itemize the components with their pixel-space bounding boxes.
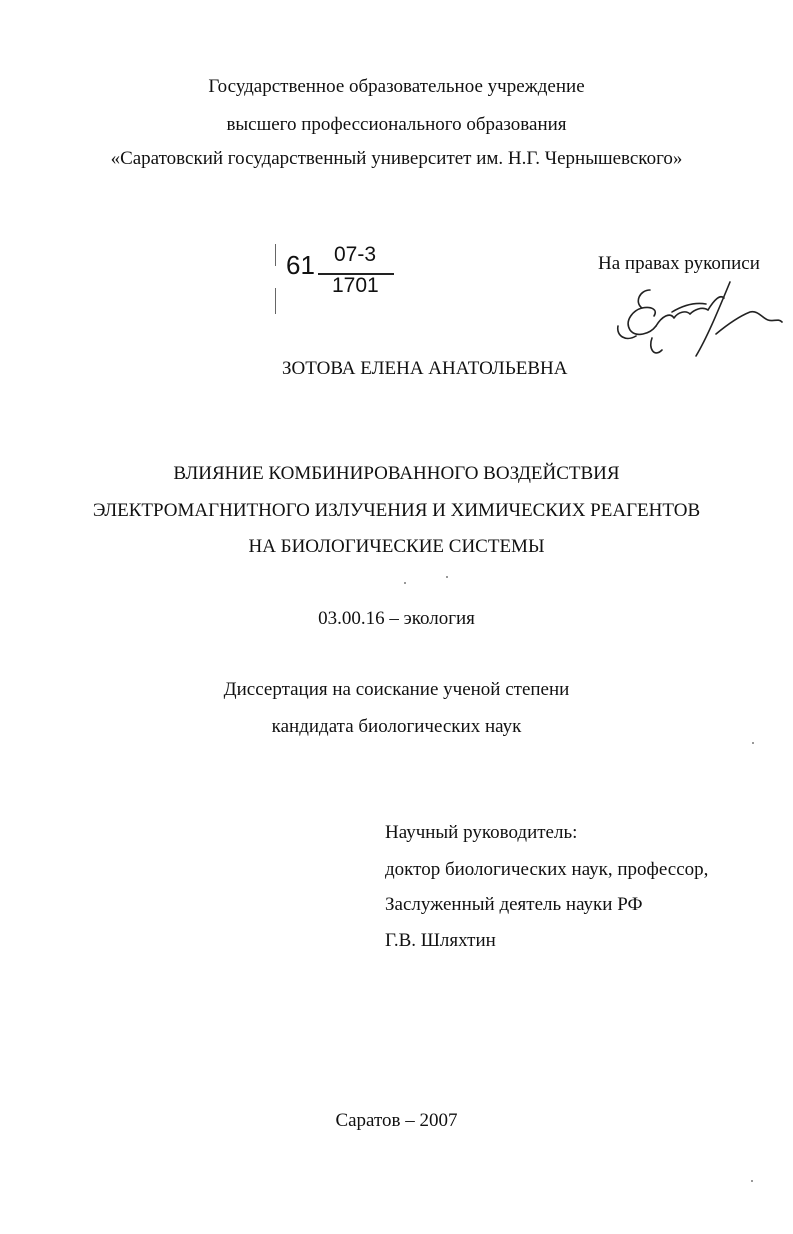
supervisor-honor: Заслуженный деятель науки РФ (385, 894, 643, 915)
stamp-tick-mark (275, 244, 276, 266)
title-line-1: ВЛИЯНИЕ КОМБИНИРОВАННОГО ВОЗДЕЙСТВИЯ (173, 463, 620, 484)
title-line-3: НА БИОЛОГИЧЕСКИЕ СИСТЕМЫ (248, 536, 545, 557)
specialty-code: 03.00.16 – экология (318, 608, 475, 629)
city-year: Саратов – 2007 (335, 1110, 458, 1131)
degree-line-2: кандидата биологических наук (271, 716, 522, 737)
scan-speck (404, 582, 406, 584)
archive-code-stamp (272, 240, 412, 320)
author-name: ЗОТОВА ЕЛЕНА АНАТОЛЬЕВНА (282, 358, 568, 379)
scan-speck (446, 576, 448, 578)
stamp-denominator: 1701 (332, 274, 379, 297)
institution-line-2: высшего профессионального образования (226, 114, 567, 135)
stamp-main-number: 61 (286, 250, 315, 280)
institution-line-1: Государственное образовательное учреждение (208, 76, 585, 97)
title-line-2: ЭЛЕКТРОМАГНИТНОГО ИЗЛУЧЕНИЯ И ХИМИЧЕСКИХ РЕАГЕНТОВ (92, 500, 701, 521)
scan-speck (752, 742, 754, 744)
manuscript-rights-note: На правах рукописи (598, 253, 760, 274)
institution-line-3: «Саратовский государственный университет им. Н.Г. Чернышевского» (110, 148, 683, 169)
supervisor-degree: доктор биологических наук, профессор, (385, 859, 709, 880)
scan-speck (751, 1180, 753, 1182)
stamp-numerator: 07-3 (334, 243, 377, 266)
degree-line-1: Диссертация на соискание ученой степени (223, 679, 570, 700)
supervisor-label: Научный руководитель: (385, 822, 578, 843)
supervisor-name: Г.В. Шляхтин (385, 930, 496, 951)
stamp-tick-mark (275, 288, 276, 314)
signature-image (612, 276, 784, 364)
